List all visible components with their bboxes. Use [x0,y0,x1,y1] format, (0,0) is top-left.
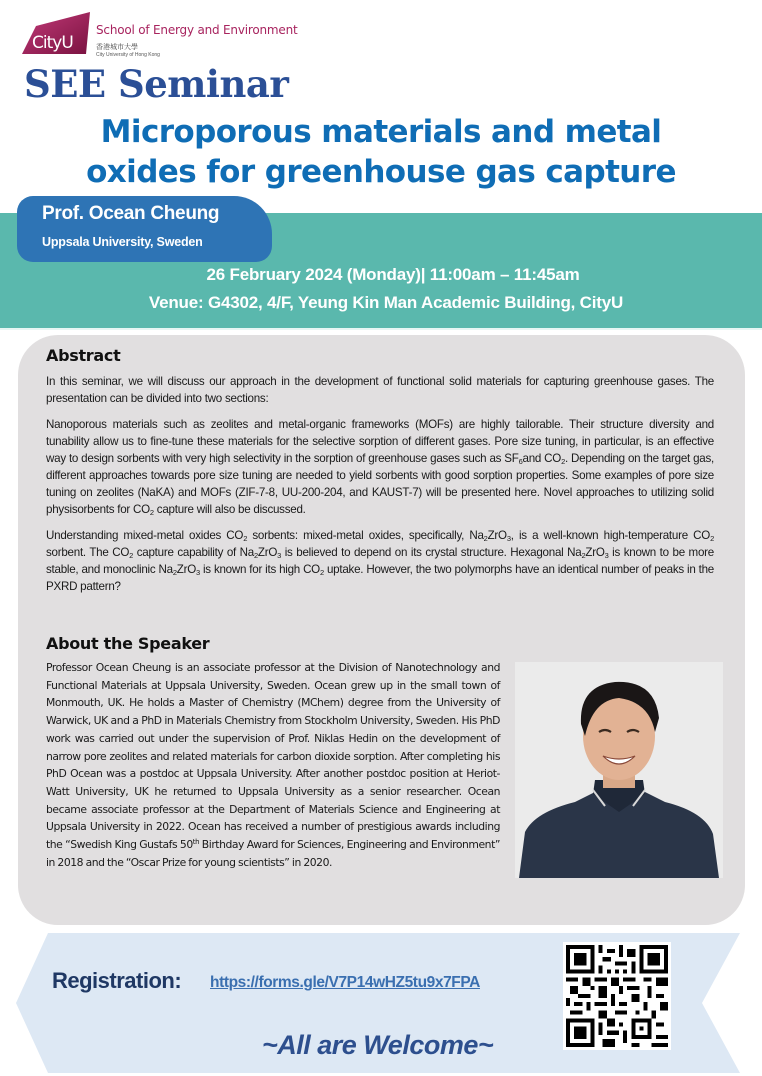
text-run: capture capability of Na [133,546,254,559]
school-name: School of Energy and Environment [96,23,298,37]
subscript: 2 [172,568,177,577]
talk-title-line-1: Microporous materials and metal [100,114,662,150]
subscript: 2 [483,534,488,543]
text-run: ZrO [487,529,507,542]
subscript: 3 [195,568,200,577]
text-run: . Depending on the target gas, different approaches towards pore size tuning are needed to yield sorbents with good sorption properties. Some examples of pore size tuning on zeolites (NaKA) and MOFs (ZIF-7-8, UU-200-204, and KAUST-7) will be presented here. Novel approaches to utilizing solid physisorbents for CO [46,452,714,516]
registration-link[interactable]: https://forms.gle/V7P14wHZ5tu9x7FPA [210,974,480,991]
abstract-body [46,373,714,604]
speaker-affiliation: Uppsala University, Sweden [42,235,203,249]
subscript: 2 [149,508,154,517]
text-run: sorbents: mixed-metal oxides, specifically, Na [247,529,484,542]
about-speaker-heading: About the Speaker [46,634,210,653]
text-run: is believed to depend on its crystal structure. Hexagonal Na [281,546,582,559]
text-run: capture will also be discussed. [153,503,306,516]
abstract-paragraph-3 [46,527,714,595]
text-run: is known for its high CO [199,563,320,576]
text-run: Birthday Award for Sciences, Engineering and Environment” in 2018 and the “Oscar Prize for young scientists” in 2020. [46,838,500,869]
svg-text:CityU: CityU [32,33,73,53]
subscript: 2 [243,534,248,543]
text-run: ZrO [257,546,278,559]
subscript: 6 [518,457,523,466]
text-run: is known to be more stable, and monoclinic Na [46,546,714,576]
abstract-heading: Abstract [46,346,121,365]
speaker-name: Prof. Ocean Cheung [42,203,220,224]
text-run: , is a well-known high-temperature CO [510,529,711,542]
abstract-paragraph-2 [46,416,714,518]
subscript: 3 [277,551,282,560]
text-run: Understanding mixed-metal oxides CO [46,529,244,542]
speaker-bio [46,659,500,871]
welcome-message: ~All are Welcome~ [262,1030,494,1060]
text-run: Nanoporous materials such as zeolites and metal-organic frameworks (MOFs) are highly tailorable. Their structure diversity and tunability allow us to fine-tune these materials for the selective sorption of different gases. Pore size tuning, in particular, is an effective way to design sorbents with very high selectivity in the sorption of greenhouse gases such as SF [46,418,714,465]
text-run: uptake. However, the two polymorphs have an identical number of peaks in the PXRD pattern? [46,563,715,593]
text-run: and CO [522,452,562,465]
subscript: 3 [506,534,511,543]
cityu-logo [22,12,298,58]
superscript: th [192,838,200,847]
subscript: 2 [710,534,714,543]
subscript: 2 [561,457,565,466]
subscript: 3 [604,551,609,560]
subscript: 2 [129,551,134,560]
university-english-name: City University of Hong Kong [96,52,160,58]
university-chinese-name: 香港城市大學 [96,44,138,51]
text-run: ZrO [585,546,605,559]
talk-title-line-2: oxides for greenhouse gas capture [86,154,676,190]
text-run: Professor Ocean Cheung is an associate professor at the Division of Nanotechnology and Functional Materials at Uppsala University, Sweden. Ocean grew up in the small town of Monmouth, UK. He holds a Master of Chemistry (MChem) degree from the University of Warwick, UK and a PhD in Materials Chemistry from Stockholm University, Sweden. His PhD work was carried out under the supervision of Prof. Niklas Hedin on the development of narrow pore zeolites and related materials for carbon dioxide sorption. After completing his PhD Ocean was a postdoc at Uppsala University. After another postdoc position at Heriot-Watt University, UK he returned to Uppsala University as a senior researcher. Ocean became associate professor at the Department of Materials Science and Engineering at Uppsala University in 2022. Ocean has received a number of prestigious awards including the “Swedish King Gustafs 50 [46,661,500,852]
person-portrait-icon [515,662,723,878]
event-date-time: 26 February 2024 (Monday)| 11:00am – 11:45am [206,265,580,284]
registration-label: Registration: [52,968,182,993]
subscript: 2 [253,551,258,560]
band-divider [0,328,762,330]
text-run: sorbent. The CO [46,546,130,559]
qr-code-icon [566,945,668,1047]
event-venue: Venue: G4302, 4/F, Yeung Kin Man Academic Building, CityU [148,293,624,312]
seminar-series-title: SEE Seminar [24,62,289,106]
registration-qr-code[interactable] [563,942,671,1050]
talk-title [0,112,762,192]
speaker-photo [515,662,723,878]
cityu-logo-mark-icon [22,12,92,58]
abstract-paragraph-1: In this seminar, we will discuss our approach in the development of functional solid materials for capturing greenhouse gases. The presentation can be divided into two sections: [46,375,714,405]
subscript: 2 [581,551,586,560]
subscript: 2 [319,568,324,577]
text-run: ZrO [176,563,196,576]
